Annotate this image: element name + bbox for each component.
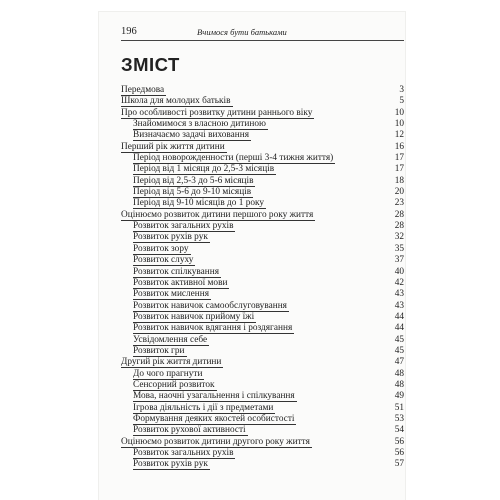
- toc-entry-page: 32: [394, 232, 404, 243]
- toc-entry-page: 42: [394, 277, 404, 288]
- toc-entry: [121, 301, 404, 312]
- toc-entry: [121, 391, 404, 402]
- toc-entry-page: 37: [394, 255, 404, 266]
- toc-entry-title: Розвиток рухів рук: [133, 232, 208, 243]
- toc-entry-title: Розвиток рухів рук: [133, 459, 208, 470]
- toc-entry-page: 10: [394, 119, 404, 130]
- toc-entry-title: Період від 1 місяця до 2,5-3 місяців: [133, 164, 275, 175]
- toc-entry: [121, 198, 404, 209]
- toc-entry: [121, 244, 404, 255]
- toc-entry-page: 18: [394, 175, 404, 186]
- toc-entry-title: Розвиток навичок самообслуговування: [133, 300, 287, 311]
- toc-entry-page: 20: [394, 187, 404, 198]
- toc-entry-page: 51: [394, 402, 404, 413]
- toc-entry: [121, 437, 404, 448]
- toc-entry-title: Розвиток рухової активності: [133, 425, 246, 436]
- toc-entry-page: 44: [394, 311, 404, 322]
- toc-entry: [121, 448, 404, 459]
- toc-entry: [121, 414, 404, 425]
- page-title: ЗМІСТ: [121, 54, 180, 75]
- toc-entry-title: Другий рік життя дитини: [121, 357, 222, 368]
- toc-entry-page: 43: [394, 300, 404, 311]
- toc-entry-page: 17: [394, 153, 404, 164]
- toc-entry: [121, 210, 404, 221]
- running-title: Вчимося бути батьками: [197, 27, 287, 37]
- toc-entry: [121, 323, 404, 334]
- toc-entry: [121, 267, 404, 278]
- toc-entry-page: 12: [394, 130, 404, 141]
- toc-entry: [121, 108, 404, 119]
- toc-entry: [121, 255, 404, 266]
- toc-entry-page: 49: [394, 391, 404, 402]
- toc-entry-page: 23: [394, 198, 404, 209]
- toc-entry-title: Період від 2,5-3 до 5-6 місяців: [133, 175, 254, 186]
- toc-entry: [121, 357, 404, 368]
- toc-entry: [121, 278, 404, 289]
- toc-entry-title: Період від 9-10 місяців до 1 року: [133, 198, 265, 209]
- toc-entry-title: Розвиток навичок вдягання і роздягання: [133, 323, 293, 334]
- toc-entry-title: Розвиток мислення: [133, 289, 210, 300]
- toc-entry: [121, 459, 404, 470]
- toc-entry-page: 44: [394, 323, 404, 334]
- toc-entry-title: Усвідомлення себе: [133, 334, 208, 345]
- toc-entry-page: 56: [394, 436, 404, 447]
- toc-entry: [121, 130, 404, 141]
- page-number: 196: [121, 26, 137, 37]
- toc-entry-title: Про особливості розвитку дитини раннього віку: [121, 107, 313, 118]
- toc-entry-title: Мова, наочні узагальнення і спілкування: [133, 391, 295, 402]
- toc-entry: [121, 164, 404, 175]
- toc-entry: [121, 335, 404, 346]
- toc-entry: [121, 425, 404, 436]
- toc-entry-title: Розвиток спілкування: [133, 266, 220, 277]
- toc-entry-title: Розвиток навичок прийому їжі: [133, 311, 255, 322]
- toc-entry: [121, 312, 404, 323]
- toc-entry-title: Розвиток гри: [133, 345, 185, 356]
- toc-entry: [121, 96, 404, 107]
- toc-entry-page: 53: [394, 413, 404, 424]
- toc-entry: [121, 176, 404, 187]
- toc-entry-title: Формування деяких якостей особистості: [133, 413, 295, 424]
- toc-entry-page: 10: [394, 107, 404, 118]
- toc-entry-title: Знайомимося з власною дитиною: [133, 119, 266, 130]
- toc-entry-page: 28: [394, 221, 404, 232]
- toc-entry-title: Визначаємо задачі виховання: [133, 130, 250, 141]
- toc-entry-page: 45: [394, 334, 404, 345]
- toc-entry-page: 43: [394, 289, 404, 300]
- toc-entry-page: 40: [394, 266, 404, 277]
- toc-entry-page: 54: [394, 425, 404, 436]
- toc-entry: [121, 187, 404, 198]
- toc-entry-page: 5: [399, 96, 404, 107]
- toc-entry-page: 45: [394, 345, 404, 356]
- toc-entry: [121, 346, 404, 357]
- toc-entry-title: Розвиток слуху: [133, 255, 194, 266]
- toc-entry-title: Розвиток зору: [133, 243, 189, 254]
- toc-entry-page: 3: [399, 85, 404, 95]
- toc-entry: [121, 289, 404, 300]
- toc-entry: [121, 119, 404, 130]
- toc-entry: [121, 142, 404, 153]
- toc-entry-title: Розвиток активної мови: [133, 277, 228, 288]
- toc-entry-title: Розвиток загальних рухів: [133, 448, 234, 458]
- toc-entry-page: 57: [394, 459, 404, 470]
- running-header: [121, 26, 404, 41]
- toc-entry: [121, 380, 404, 391]
- toc-entry: [121, 403, 404, 414]
- toc-entry: [121, 85, 404, 96]
- toc-entry-title: Період від 5-6 до 9-10 місяців: [133, 187, 252, 198]
- toc-entry-title: Оцінюємо розвиток дитини другого року життя: [121, 436, 310, 447]
- toc-entry: [121, 153, 404, 164]
- toc-entry-title: Розвиток загальних рухів: [133, 221, 234, 232]
- toc-entry-title: До чого прагнути: [133, 368, 203, 379]
- toc-entry: [121, 232, 404, 243]
- toc-entry-page: 17: [394, 164, 404, 175]
- toc-entry-page: 28: [394, 209, 404, 220]
- toc-entry-title: Передмова: [121, 85, 165, 95]
- table-of-contents: [121, 85, 404, 471]
- toc-entry-page: 48: [394, 368, 404, 379]
- toc-entry: [121, 369, 404, 380]
- toc-entry-title: Ігрова діяльність і дії з предметами: [133, 402, 274, 413]
- toc-entry-page: 56: [394, 448, 404, 458]
- toc-entry: [121, 221, 404, 232]
- toc-entry-page: 16: [394, 141, 404, 152]
- toc-entry-title: Сенсорний розвиток: [133, 379, 215, 390]
- toc-entry-title: Школа для молодих батьків: [121, 96, 231, 107]
- toc-entry-title: Перший рік життя дитини: [121, 141, 225, 152]
- toc-entry-page: 48: [394, 379, 404, 390]
- toc-entry-page: 35: [394, 243, 404, 254]
- toc-entry-title: Період новорожденности (перші 3-4 тижня життя): [133, 153, 334, 164]
- toc-entry-title: Оцінюємо розвиток дитини першого року життя: [121, 209, 314, 220]
- toc-entry-page: 47: [394, 357, 404, 368]
